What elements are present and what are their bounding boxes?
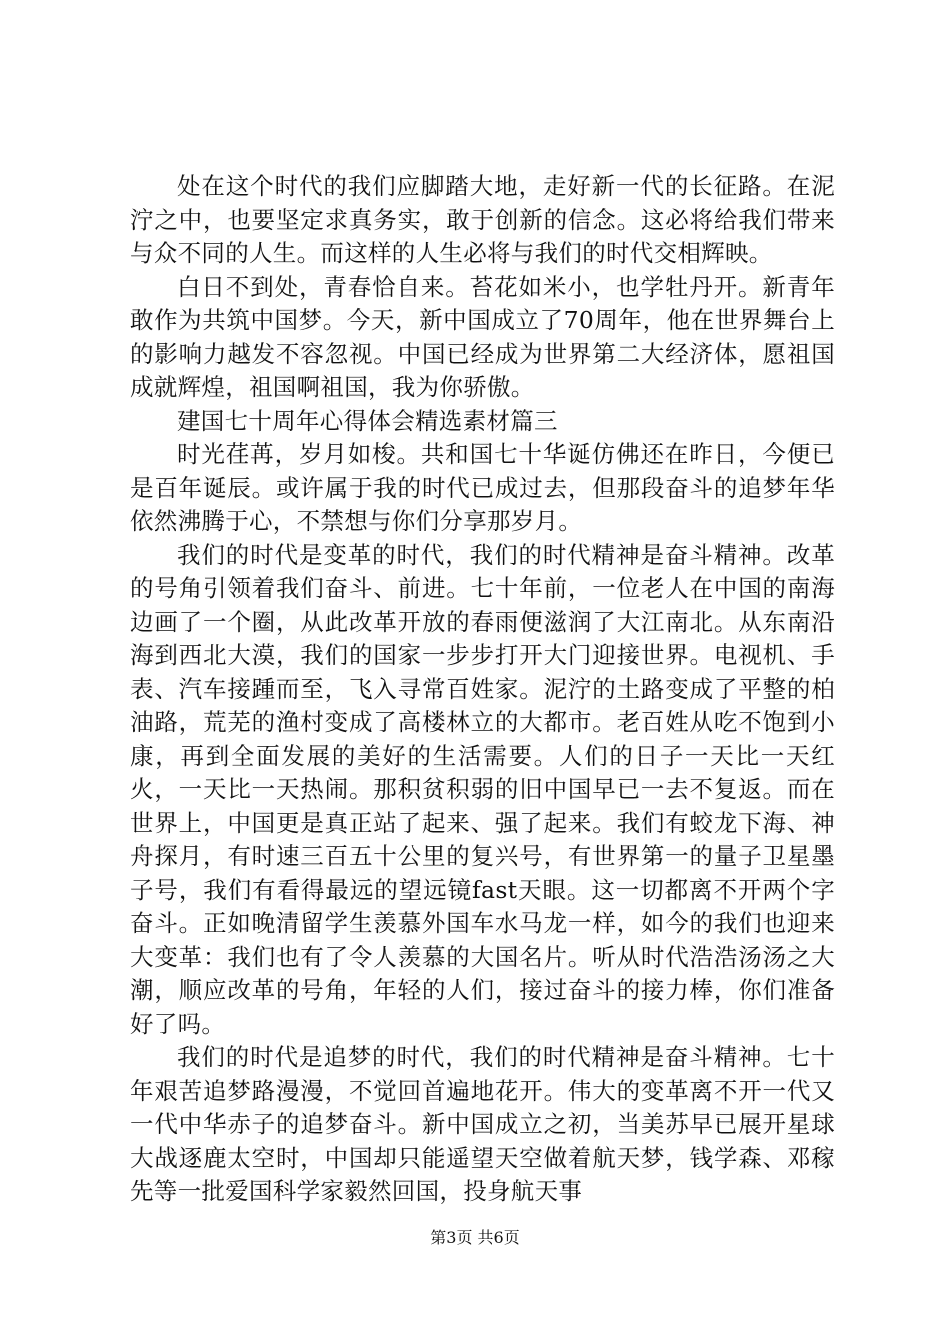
document-body [130,170,835,1209]
paragraph: 处在这个时代的我们应脚踏大地，走好新一代的长征路。在泥泞之中，也要坚定求真务实，敢于创新的信念。这必将给我们带来与众不同的人生。而这样的人生必将与我们的时代交相辉映。 [130,172,835,267]
paragraph: 时光荏苒，岁月如梭。共和国七十华诞仿佛还在昨日，今便已是百年诞辰。或许属于我的时代已成过去，但那段奋斗的追梦年华依然沸腾于心，不禁想与你们分享那岁月。 [130,440,835,535]
page-number-footer: 第3页 共6页 [430,1228,520,1247]
section-heading: 建国七十周年心得体会精选素材篇三 [177,406,558,435]
paragraph: 我们的时代是变革的时代，我们的时代精神是奋斗精神。改革的号角引领着我们奋斗、前进。七十年前，一位老人在中国的南海边画了一个圈，从此改革开放的春雨便滋润了大江南北。从东南沿海到西北大漠，我们的国家一步步打开大门迎接世界。电视机、手表、汽车接踵而至，飞入寻常百姓家。泥泞的土路变成了平整的柏油路，荒芜的渔村变成了高楼林立的大都市。老百姓从吃不饱到小康，再到全面发展的美好的生活需要。人们的日子一天比一天红火，一天比一天热闹。那积贫积弱的旧中国早已一去不复返。而在世界上，中国更是真正站了起来、强了起来。我们有蛟龙下海、神舟探月，有时速三百五十公里的复兴号，有世界第一的量子卫星墨子号，我们有看得最远的望远镜fast天眼。这一切都离不开两个字奋斗。正如晚清留学生羡慕外国车水马龙一样，如今的我们也迎来大变革：我们也有了令人羡慕的大国名片。听从时代浩浩汤汤之大潮，顺应改革的号角，年轻的人们，接过奋斗的接力棒，你们准备好了吗。 [130,540,835,1038]
paragraph: 我们的时代是追梦的时代，我们的时代精神是奋斗精神。七十年艰苦追梦路漫漫，不觉回首遍地花开。伟大的变革离不开一代又一代中华赤子的追梦奋斗。新中国成立之初，当美苏早已展开星球大战逐鹿太空时，中国却只能遥望天空做着航天梦，钱学森、邓稼先等一批爱国科学家毅然回国，投身航天事 [130,1043,835,1205]
paragraph: 白日不到处，青春恰自来。苔花如米小，也学牡丹开。新青年敢作为共筑中国梦。今天，新中国成立了70周年，他在世界舞台上的影响力越发不容忽视。中国已经成为世界第二大经济体，愿祖国成就辉煌，祖国啊祖国，我为你骄傲。 [130,272,835,401]
